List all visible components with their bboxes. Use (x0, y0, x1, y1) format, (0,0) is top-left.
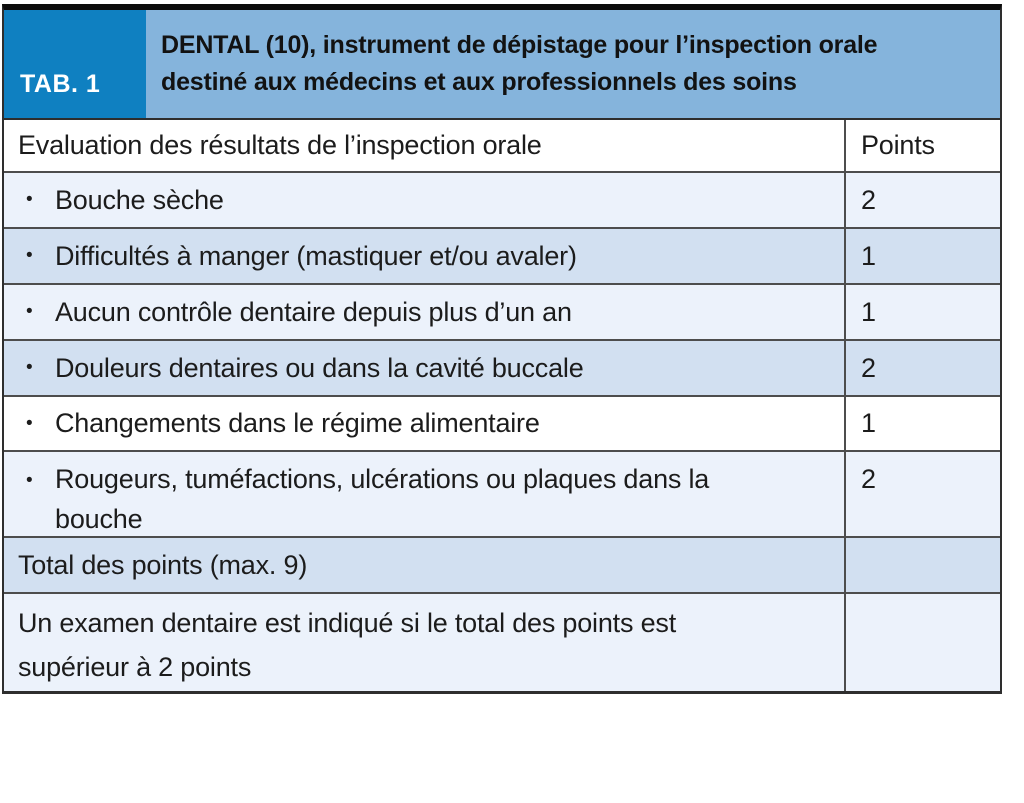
interpretation-row (4, 594, 1000, 691)
row-points: 1 (861, 240, 876, 271)
row-label-cell (4, 285, 844, 339)
table-title-line-2: destiné aux médecins et aux professionnels des soins (161, 68, 797, 96)
row-points: 1 (861, 408, 876, 438)
bullet-icon: • (26, 245, 33, 266)
row-label: Bouche sèche (55, 184, 224, 215)
row-points-cell (844, 452, 1000, 536)
row-label-cell (4, 538, 844, 592)
table-title-box (146, 10, 1000, 118)
row-points-cell (844, 229, 1000, 283)
table-body (4, 118, 1000, 691)
table-title-line-1: DENTAL (10), instrument de dépistage pour l’inspection orale (161, 31, 878, 59)
interpretation-points-cell (844, 594, 1000, 691)
interpretation-label: Un examen dentaire est indiqué si le total des points est supérieur à 2 points (18, 608, 676, 682)
table-row (4, 173, 1000, 229)
total-points-row (4, 538, 1000, 594)
table-header-band (4, 10, 1000, 118)
table-row (4, 285, 1000, 341)
row-points: 2 (861, 352, 876, 383)
row-label-cell (4, 341, 844, 395)
bullet-icon: • (26, 470, 33, 491)
table-row (4, 341, 1000, 397)
column-header-points (844, 120, 1000, 171)
table-row (4, 229, 1000, 285)
tab-number-box (4, 10, 146, 118)
row-label: Douleurs dentaires ou dans la cavité buccale (55, 352, 584, 383)
total-points-value-cell (844, 538, 1000, 592)
row-points-cell (844, 397, 1000, 450)
row-label: Difficultés à manger (mastiquer et/ou avaler) (55, 240, 577, 271)
total-points-label: Total des points (max. 9) (18, 549, 308, 580)
row-points: 2 (861, 464, 876, 494)
row-points-cell (844, 341, 1000, 395)
bullet-icon: • (26, 412, 33, 434)
row-points-cell (844, 173, 1000, 227)
table-column-header-row (4, 120, 1000, 173)
row-points: 1 (861, 296, 876, 327)
bullet-icon: • (26, 357, 33, 378)
bullet-icon: • (26, 189, 33, 210)
tab-number-label: TAB. 1 (20, 70, 101, 98)
row-label: Aucun contrôle dentaire depuis plus d’un an (55, 296, 572, 327)
dental-screening-table (2, 4, 1002, 694)
row-label: Changements dans le régime alimentaire (55, 408, 540, 438)
row-label-cell (4, 594, 844, 691)
row-label-cell (4, 229, 844, 283)
column-header-evaluation (4, 120, 844, 171)
row-label: Rougeurs, tuméfactions, ulcérations ou plaques dans la bouche (55, 464, 710, 534)
row-label-cell (4, 173, 844, 227)
column-header-label: Evaluation des résultats de l’inspection orale (18, 130, 542, 160)
row-label-cell (4, 397, 844, 450)
points-header-label: Points (861, 130, 935, 160)
row-points: 2 (861, 184, 876, 215)
row-points-cell (844, 285, 1000, 339)
table-row (4, 452, 1000, 538)
table-row (4, 397, 1000, 452)
bullet-icon: • (26, 301, 33, 322)
row-label-cell (4, 452, 844, 536)
